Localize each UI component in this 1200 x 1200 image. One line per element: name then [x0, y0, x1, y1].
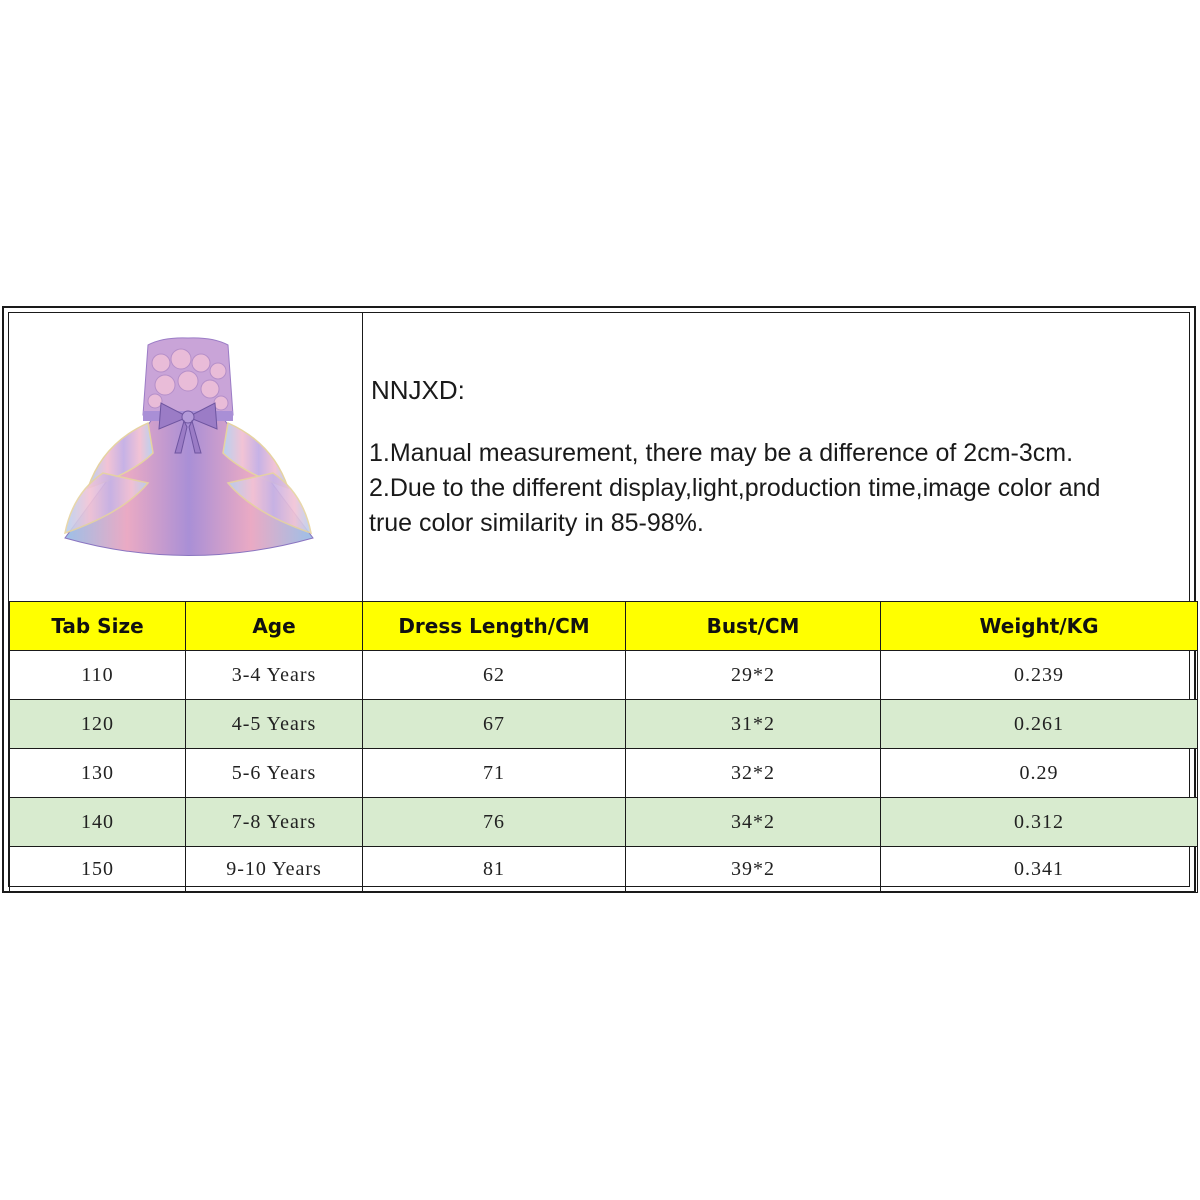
- cell-bust: 34*2: [626, 798, 881, 847]
- cell-weight: 0.261: [881, 700, 1198, 749]
- table-row: [10, 798, 1198, 847]
- cell-weight: 0.312: [881, 798, 1198, 847]
- cell-bust: 32*2: [626, 749, 881, 798]
- cell-dress-length: 67: [363, 700, 626, 749]
- cell-dress-length: 71: [363, 749, 626, 798]
- dress-product-image: [43, 323, 333, 583]
- table-row: [10, 651, 1198, 700]
- cell-tab-size: 110: [10, 651, 186, 700]
- notes-cell: [363, 313, 1189, 601]
- header-age: Age: [186, 602, 363, 651]
- cell-age: 7-8 Years: [186, 798, 363, 847]
- cell-tab-size: 150: [10, 847, 186, 893]
- cell-tab-size: 140: [10, 798, 186, 847]
- product-photo-cell: [9, 313, 363, 601]
- cell-bust: 39*2: [626, 847, 881, 893]
- cell-weight: 0.341: [881, 847, 1198, 893]
- cell-dress-length: 81: [363, 847, 626, 893]
- cell-dress-length: 62: [363, 651, 626, 700]
- table-row: [10, 700, 1198, 749]
- cell-bust: 31*2: [626, 700, 881, 749]
- cell-age: 5-6 Years: [186, 749, 363, 798]
- table-header-row: [10, 602, 1198, 651]
- cell-dress-length: 76: [363, 798, 626, 847]
- cell-weight: 0.29: [881, 749, 1198, 798]
- table-row: [10, 749, 1198, 798]
- size-chart-sheet: [2, 306, 1196, 893]
- header-tab-size: Tab Size: [10, 602, 186, 651]
- header-dress-length: Dress Length/CM: [363, 602, 626, 651]
- cell-weight: 0.239: [881, 651, 1198, 700]
- cell-age: 4-5 Years: [186, 700, 363, 749]
- brand-name: NNJXD:: [371, 375, 465, 405]
- size-chart-frame: [8, 312, 1190, 887]
- header-weight: Weight/KG: [881, 602, 1198, 651]
- note-color-line-2: true color similarity in 85-98%.: [369, 509, 704, 537]
- note-measurement: 1.Manual measurement, there may be a difference of 2cm-3cm.: [369, 439, 1074, 467]
- table-row: [10, 847, 1198, 893]
- cell-age: 3-4 Years: [186, 651, 363, 700]
- header-bust: Bust/CM: [626, 602, 881, 651]
- note-color-line-1: 2.Due to the different display,light,production time,image color and: [369, 474, 1101, 502]
- cell-age: 9-10 Years: [186, 847, 363, 893]
- cell-bust: 29*2: [626, 651, 881, 700]
- size-table: [9, 601, 1198, 893]
- cell-tab-size: 130: [10, 749, 186, 798]
- cell-tab-size: 120: [10, 700, 186, 749]
